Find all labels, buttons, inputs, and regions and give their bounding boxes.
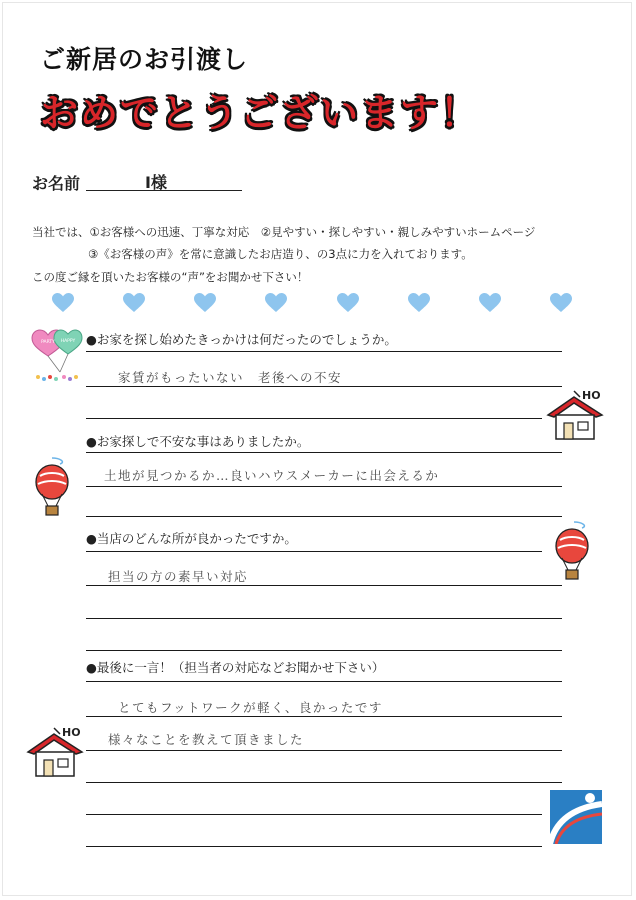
- question-1-answer: 家賃がもったいない 老後への不安: [118, 370, 343, 385]
- page-title: おめでとうございます！: [40, 91, 481, 135]
- house-sign-text: HO: [582, 389, 601, 402]
- question-4-answer-1: とてもフットワークが軽く、良かったです: [118, 700, 383, 715]
- intro-line-3: この度ご縁を頂いたお客様の“声”をお聞かせ下さい！: [32, 270, 309, 284]
- balloon-text-party: PARTY: [41, 340, 55, 345]
- name-label: お名前: [32, 174, 81, 193]
- question-2-answer: 土地が見つかるか…良いハウスメーカーに出会えるか: [104, 468, 440, 483]
- intro-line-1: 当社では、①お客様への迅速、丁寧な対応 ②見やすい・探しやすい・親しみやすいホームページ: [32, 225, 536, 239]
- answer-line: [86, 452, 562, 453]
- heart-icon: [337, 293, 359, 313]
- name-value: I様: [145, 173, 167, 192]
- intro-line-2: ③《お客様の声》を常に意識したお店造り、の3点に力を入れております。: [88, 247, 473, 261]
- answer-line: [86, 681, 562, 682]
- heart-icon: [194, 293, 216, 313]
- answer-line: [86, 750, 562, 751]
- house-sign-text: HO: [62, 726, 81, 739]
- heart-icon: [265, 293, 287, 313]
- answer-line: [86, 418, 542, 419]
- house-icon: [544, 385, 606, 445]
- page-subtitle: ご新居のお引渡し: [40, 45, 249, 74]
- balloon-text-happy: HAPPY: [60, 339, 76, 344]
- heart-row: [52, 293, 572, 315]
- answer-line: [86, 716, 562, 717]
- heart-balloons-icon: [30, 322, 86, 384]
- question-4-answer-2: 様々なことを教えて頂きました: [108, 732, 305, 747]
- question-4-title: ●最後に一言！（担当者の対応などお聞かせ下さい）: [86, 660, 385, 675]
- answer-line: [86, 650, 562, 651]
- heart-icon: [123, 293, 145, 313]
- hot-air-balloon-icon: [30, 456, 78, 520]
- answer-line: [86, 516, 562, 517]
- question-3-answer: 担当の方の素早い対応: [108, 569, 249, 584]
- heart-icon: [550, 293, 572, 313]
- answer-line: [86, 618, 562, 619]
- hot-air-balloon-icon: [548, 520, 596, 584]
- answer-line: [86, 386, 562, 387]
- heart-icon: [52, 293, 74, 313]
- answer-line: [86, 486, 562, 487]
- house-icon: [24, 722, 86, 782]
- heart-icon: [479, 293, 501, 313]
- answer-line: [86, 351, 562, 352]
- company-logo-icon: [550, 790, 602, 844]
- answer-line: [86, 814, 542, 815]
- question-3-title: ●当店のどんな所が良かったですか。: [86, 531, 297, 546]
- answer-line: [86, 846, 542, 847]
- answer-line: [86, 782, 562, 783]
- answer-line: [86, 551, 542, 552]
- heart-icon: [408, 293, 430, 313]
- question-1-title: ●お家を探し始めたきっかけは何だったのでしょうか。: [86, 332, 397, 347]
- question-2-title: ●お家探しで不安な事はありましたか。: [86, 434, 310, 449]
- answer-line: [86, 585, 562, 586]
